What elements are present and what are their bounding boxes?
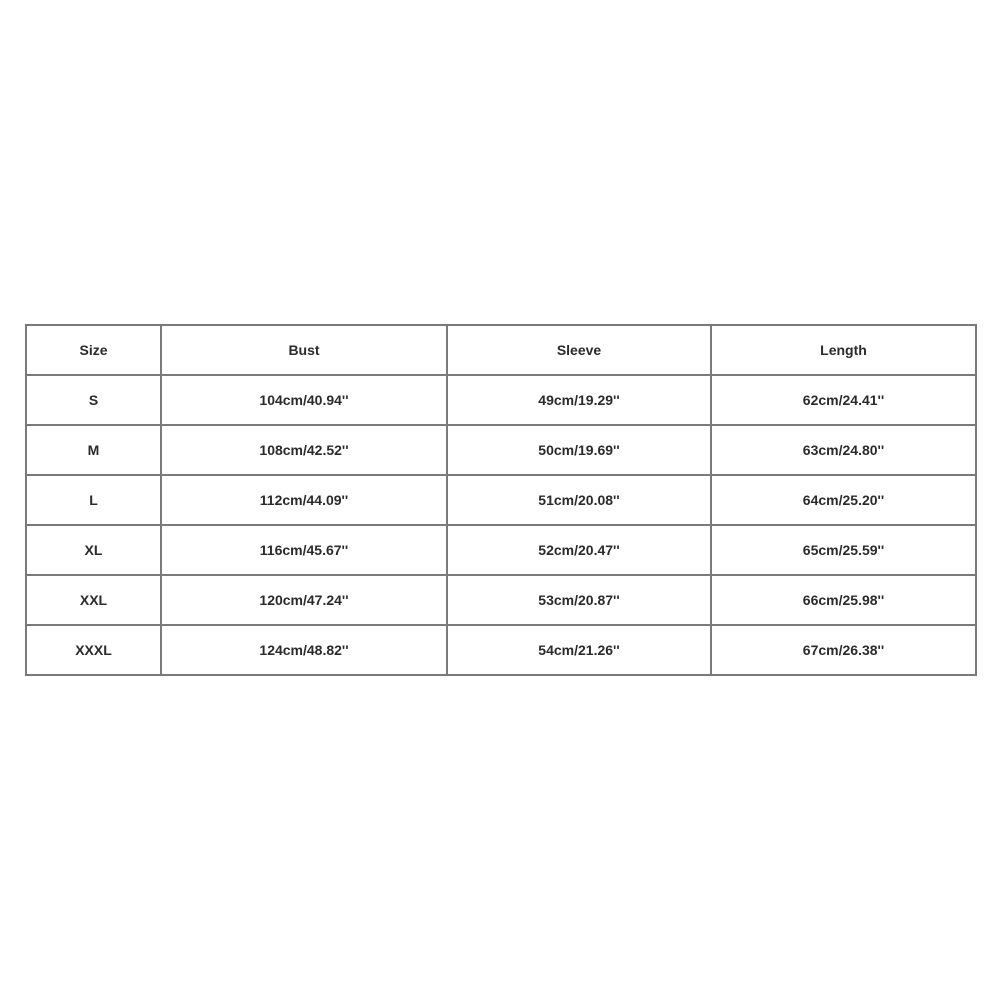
cell-length: 67cm/26.38'' (711, 625, 976, 675)
cell-sleeve: 53cm/20.87'' (447, 575, 711, 625)
table-row (26, 475, 976, 525)
cell-bust: 124cm/48.82'' (161, 625, 447, 675)
cell-sleeve: 49cm/19.29'' (447, 375, 711, 425)
cell-bust: 116cm/45.67'' (161, 525, 447, 575)
cell-length: 64cm/25.20'' (711, 475, 976, 525)
cell-sleeve: 52cm/20.47'' (447, 525, 711, 575)
cell-length: 62cm/24.41'' (711, 375, 976, 425)
table-row (26, 625, 976, 675)
cell-sleeve: 54cm/21.26'' (447, 625, 711, 675)
header-length: Length (711, 325, 976, 375)
cell-length: 63cm/24.80'' (711, 425, 976, 475)
header-sleeve: Sleeve (447, 325, 711, 375)
cell-bust: 104cm/40.94'' (161, 375, 447, 425)
cell-sleeve: 50cm/19.69'' (447, 425, 711, 475)
cell-size: XXL (26, 575, 161, 625)
table-header-row (26, 325, 976, 375)
cell-length: 65cm/25.59'' (711, 525, 976, 575)
cell-size: XXXL (26, 625, 161, 675)
size-chart-table (25, 324, 977, 676)
table-row (26, 425, 976, 475)
cell-bust: 120cm/47.24'' (161, 575, 447, 625)
cell-size: S (26, 375, 161, 425)
table-row (26, 375, 976, 425)
header-size: Size (26, 325, 161, 375)
header-bust: Bust (161, 325, 447, 375)
cell-sleeve: 51cm/20.08'' (447, 475, 711, 525)
cell-bust: 112cm/44.09'' (161, 475, 447, 525)
cell-size: XL (26, 525, 161, 575)
cell-size: L (26, 475, 161, 525)
table-row (26, 525, 976, 575)
cell-bust: 108cm/42.52'' (161, 425, 447, 475)
cell-length: 66cm/25.98'' (711, 575, 976, 625)
cell-size: M (26, 425, 161, 475)
table-row (26, 575, 976, 625)
